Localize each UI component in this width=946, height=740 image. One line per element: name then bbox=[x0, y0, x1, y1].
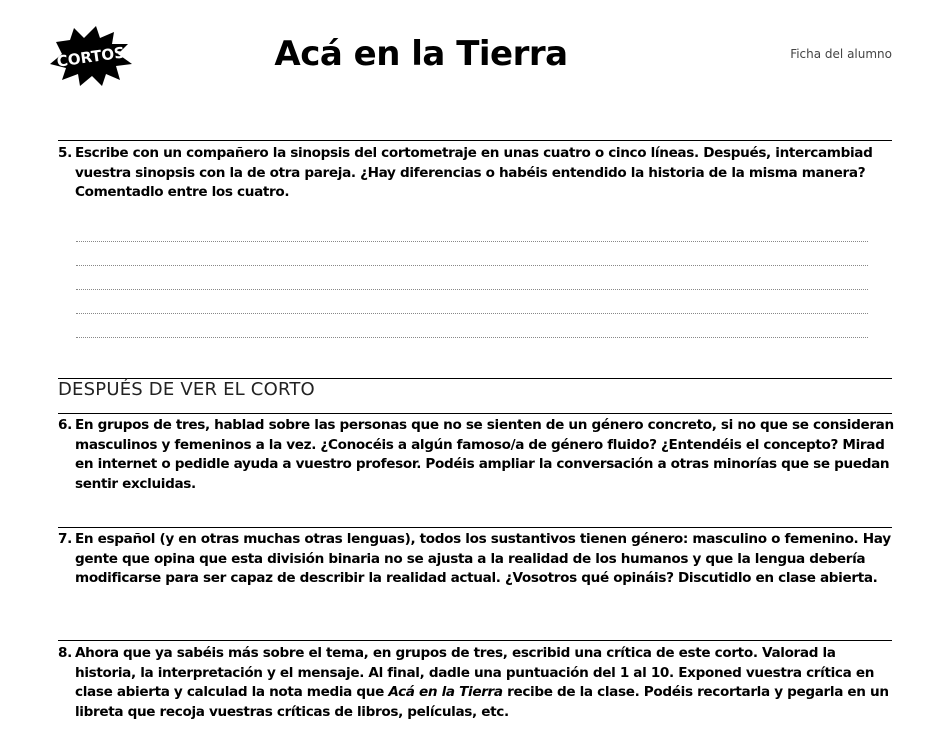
answer-line[interactable] bbox=[76, 265, 868, 266]
answer-line[interactable] bbox=[76, 337, 868, 338]
divider bbox=[58, 527, 892, 528]
question-number: 7. bbox=[58, 531, 72, 547]
section-heading: DESPUÉS DE VER EL CORTO bbox=[58, 379, 315, 400]
question-number: 6. bbox=[58, 417, 72, 433]
question-text-part: Ahora que ya sabéis más sobre el tema, en grupos de tres, escribid una crítica de este corto. Valorad la historia, la interpretación y el mensaje. Al final, dadle una puntuación del 1 al 10. Exponed vuestra crítica en clase abierta y calculad la nota media que bbox=[75, 645, 875, 701]
question-text: En grupos de tres, hablad sobre las personas que no se sienten de un género concreto, si no que se consideran masculinos y femeninos a la vez. ¿Conocéis a algún famoso/a de género fluido? ¿Entendéis el concepto? Mirad en internet o pedidle ayuda a vuestro profesor. Podéis ampliar la conversación a otras minorías que se puedan sentir excluidas. bbox=[75, 417, 894, 492]
film-title: Acá en la Tierra bbox=[388, 684, 503, 701]
divider bbox=[58, 640, 892, 641]
question-text-part: recibe de la clase. Podéis recortarla y pegarla en un libreta que recoja vuestras críticas de libros, películas, etc. bbox=[75, 684, 889, 720]
question-8 bbox=[58, 644, 896, 722]
question-text bbox=[75, 644, 896, 722]
question-text: En español (y en otras muchas otras lenguas), todos los sustantivos tienen género: masculino o femenino. Hay gente que opina que esta división binaria no se ajusta a la realidad de los humanos y que la lengua debería modificarse para ser capaz de describir la realidad actual. ¿Vosotros qué opináis? Discutidlo en clase abierta. bbox=[75, 531, 891, 587]
answer-line[interactable] bbox=[76, 313, 868, 314]
divider bbox=[58, 140, 892, 141]
answer-line[interactable] bbox=[76, 241, 868, 242]
question-number: 5. bbox=[58, 145, 72, 161]
question-7 bbox=[58, 530, 896, 589]
question-6 bbox=[58, 416, 896, 494]
logo-text: CORTOS bbox=[55, 43, 126, 71]
page-subtitle: Ficha del alumno bbox=[790, 47, 892, 61]
question-5 bbox=[58, 144, 896, 203]
page-title: Acá en la Tierra bbox=[274, 34, 568, 74]
question-number: 8. bbox=[58, 645, 72, 661]
divider bbox=[58, 413, 892, 414]
question-text: Escribe con un compañero la sinopsis del cortometraje en unas cuatro o cinco líneas. Después, intercambiad vuestra sinopsis con la de otra pareja. ¿Hay diferencias o habéis entendido la historia de la misma manera? Comentadlo entre los cuatro. bbox=[75, 145, 873, 201]
answer-line[interactable] bbox=[76, 289, 868, 290]
